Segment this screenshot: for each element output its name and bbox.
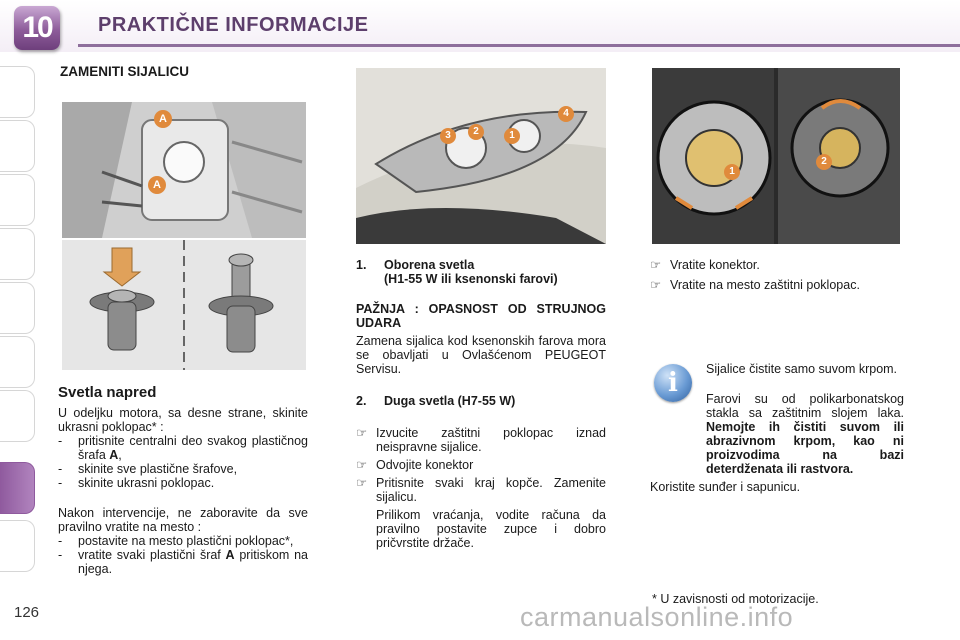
side-tab-6[interactable] [0, 336, 35, 388]
after-intro: Nakon intervencije, ne zaboravite da sve pravilno vratite na mesto : [58, 506, 308, 534]
callout-4: 4 [558, 106, 574, 122]
chapter-badge: 10 [14, 6, 60, 50]
side-tab-active[interactable] [0, 462, 35, 514]
info-icon: i [654, 364, 692, 402]
chapter-title: PRAKTIČNE INFORMACIJE [98, 14, 369, 36]
side-tab-5[interactable] [0, 282, 35, 334]
bullet-3: ☞ Pritisnite svaki kraj kopče. Zamenite sijalicu. [356, 476, 606, 504]
step-2: - skinite sve plastične šrafove, [58, 462, 238, 476]
section-title: ZAMENITI SIJALICU [60, 64, 190, 79]
reinstall-note: Prilikom vraćanja, vodite računa da pravilno postavite zupce i dobro pričvrstite držače. [376, 508, 606, 550]
subtitle-front-lights: Svetla napred [58, 384, 157, 401]
info-text-1: Sijalice čistite samo suvom krpom. [706, 362, 898, 376]
header-rule [78, 44, 960, 47]
bullet-1: ☞ Izvucite zaštitni poklopac iznad neispravne sijalice. [356, 426, 606, 454]
side-tab-2[interactable] [0, 120, 35, 172]
side-tab-4[interactable] [0, 228, 35, 280]
info-text-2: Farovi su od polikarbonatskog stakla sa zaštitnim slojem laka. Nemojte ih čistiti suvom ili abrazivnom krpom, kao ni proizvodima na bazi deterdženata ili rastvora. [706, 392, 904, 476]
intro-text: U odeljku motora, sa desne strane, skinite ukrasni poklopac* : [58, 406, 308, 434]
step-3: - skinite ukrasni poklopac. [58, 476, 215, 490]
callout-bulb-2: 2 [816, 154, 832, 170]
callout-bulb-1: 1 [724, 164, 740, 180]
item-2: 2. Duga svetla (H7-55 W) [356, 394, 516, 408]
watermark: carmanualsonline.info [520, 602, 794, 632]
side-tab-7[interactable] [0, 390, 35, 442]
callout-a-top: A [154, 110, 172, 128]
info-text-top [706, 362, 904, 376]
callout-1: 1 [504, 128, 520, 144]
middle-column-text [356, 258, 606, 550]
bulb-replacement-photo [652, 68, 900, 244]
engine-bay-photo [62, 102, 306, 238]
side-tab-3[interactable] [0, 174, 35, 226]
step-1: - pritisnite centralni deo svakog plastičnog šrafa A, [58, 434, 308, 462]
page-number: 126 [14, 604, 40, 621]
plastic-screw-diagram [62, 240, 306, 370]
side-tab-8[interactable] [0, 520, 35, 572]
right-column-bullets [650, 258, 904, 292]
callout-2: 2 [468, 124, 484, 140]
after-step-2: - vratite svaki plastični šraf A pritiskom na njega. [58, 548, 308, 576]
warning-text: Zamena sijalica kod ksenonskih farova mora se obavljati u Ovlašćenom PEUGEOT Servisu. [356, 334, 606, 376]
footnote: * U zavisnosti od motorizacije. [652, 592, 819, 606]
info-text-block [650, 392, 904, 494]
callout-3: 3 [440, 128, 456, 144]
item-1: 1. Oborena svetla (H1-55 W ili ksenonski farovi) [356, 258, 558, 286]
bullet-2: ☞ Odvojite konektor [356, 458, 474, 472]
warning-title: PAŽNJA : OPASNOST OD STRUJNOG UDARA [356, 302, 606, 330]
side-tab-1[interactable] [0, 66, 35, 118]
callout-a-bottom: A [148, 176, 166, 194]
headlamp-photo [356, 68, 606, 244]
right-bullet-2: ☞ Vratite na mesto zaštitni poklopac. [650, 278, 860, 292]
left-column-text [58, 406, 308, 576]
right-bullet-1: ☞ Vratite konektor. [650, 258, 760, 272]
info-text-3: Koristite sunđer i sapunicu. [650, 480, 801, 494]
after-step-1: - postavite na mesto plastični poklopac*, [58, 534, 294, 548]
